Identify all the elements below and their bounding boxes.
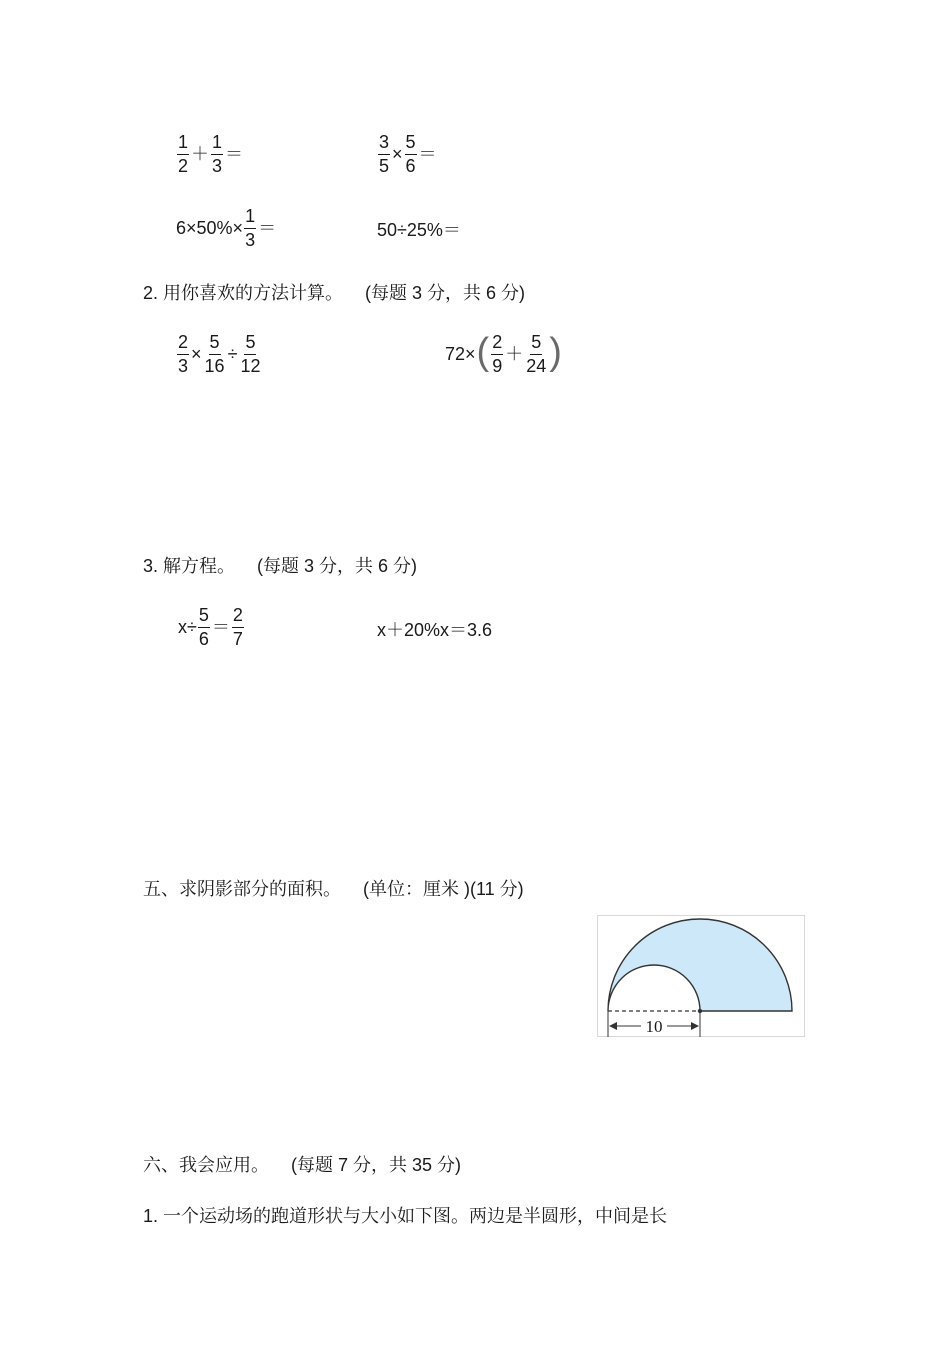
- figure-svg: [597, 915, 805, 1037]
- left-paren: (: [476, 331, 490, 374]
- question-2-heading: [143, 284, 525, 302]
- dimension-label: 10: [645, 1017, 663, 1036]
- section-5-points: (单位：厘米 )(11 分): [363, 879, 524, 899]
- fraction: $\frac{1}{3}$: [212, 132, 223, 176]
- calc-problem-4: [377, 221, 461, 239]
- equals-sign: ＝: [211, 617, 230, 638]
- question-2-points: (每题 3 分，共 6 分): [365, 283, 526, 303]
- equals-sign: ＝: [225, 144, 244, 165]
- fraction: $\frac{5}{6}$: [405, 132, 416, 176]
- fraction: $\frac{1}{2}$: [178, 132, 189, 176]
- plus-operator: ＋: [505, 344, 524, 365]
- section-6-title: 六、我会应用。: [143, 1155, 269, 1175]
- fraction: $\frac{2}{7}$: [232, 605, 243, 649]
- shaded-region: [608, 919, 792, 1011]
- calc-problem-2: [377, 133, 438, 176]
- calc-problem-1: [176, 133, 244, 176]
- q2-problem-2: [445, 333, 563, 376]
- expression-lead: 72×: [445, 344, 476, 365]
- equation-2: [377, 621, 492, 639]
- shaded-semicircle-figure: [597, 915, 805, 1037]
- expression-lead: 6×50%×: [176, 218, 244, 239]
- question-2-title: 2. 用你喜欢的方法计算。: [143, 283, 344, 303]
- plus-operator: ＋: [191, 144, 210, 165]
- fraction: $\frac{5}{16}$: [204, 332, 225, 376]
- question-3-heading: [143, 557, 417, 575]
- fraction: $\frac{2}{3}$: [178, 332, 189, 376]
- section-6-heading: [143, 1156, 461, 1174]
- section-6-question-1-text: 1. 一个运动场的跑道形状与大小如下图。两边是半圆形，中间是长: [143, 1206, 668, 1226]
- equation-text: x＋20%x＝3.6: [377, 620, 493, 640]
- question-3-points: (每题 3 分，共 6 分): [257, 556, 418, 576]
- right-paren: ): [549, 331, 562, 374]
- equation-1: [178, 606, 245, 649]
- section-6-question-1: [143, 1207, 667, 1225]
- fraction: $\frac{2}{9}$: [492, 332, 503, 376]
- section-6-points: (每题 7 分，共 35 分): [291, 1155, 462, 1175]
- divide-operator: ÷: [227, 344, 238, 365]
- times-operator: ×: [191, 344, 202, 365]
- q2-problem-1: [176, 333, 262, 376]
- fraction: $\frac{5}{6}$: [198, 605, 209, 649]
- equals-sign: ＝: [258, 218, 277, 239]
- fraction: $\frac{5}{24}$: [526, 332, 547, 376]
- equals-sign: ＝: [418, 144, 437, 165]
- question-3-title: 3. 解方程。: [143, 556, 236, 576]
- calc-problem-3: [176, 207, 277, 250]
- equation-lead: x÷: [178, 617, 197, 638]
- section-5-title: 五、求阴影部分的面积。: [143, 879, 341, 899]
- expression-text: 50÷25%＝: [377, 220, 461, 240]
- fraction: $\frac{5}{12}$: [240, 332, 261, 376]
- fraction: $\frac{3}{5}$: [379, 132, 390, 176]
- fraction: $\frac{1}{3}$: [245, 206, 256, 250]
- section-5-heading: [143, 880, 524, 898]
- times-operator: ×: [392, 144, 403, 165]
